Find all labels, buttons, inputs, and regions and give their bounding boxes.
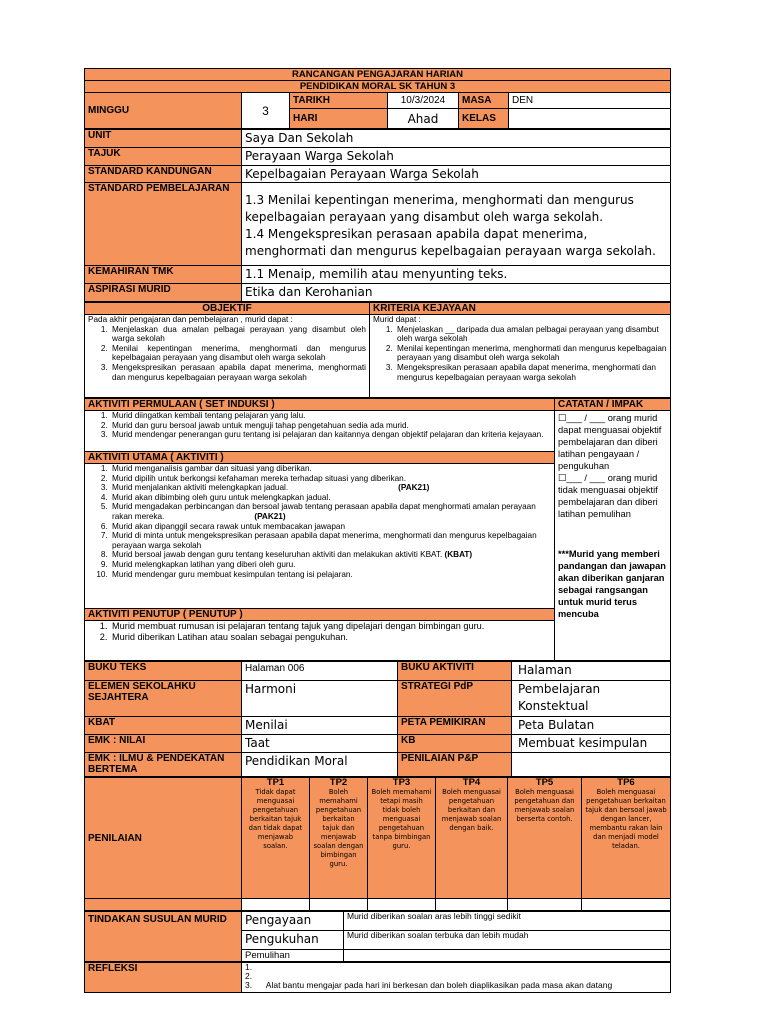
emk-nilai-value[interactable]: Taat [242,735,398,753]
tmk-label: KEMAHIRAN TMK [85,266,242,284]
kelas-label: KELAS [459,109,509,129]
catatan-line-2: ☐___ / ___ orang murid tidak menguasai objektif pembelajaran dan diberi latihan pemulihan [558,473,658,519]
kriteria-intro: Murid dapat : [373,315,421,324]
tindakan-type: Pengukuhan [242,931,344,950]
catatan-heading: CATATAN / IMPAK [555,399,671,411]
tajuk-label: TAJUK [85,148,242,166]
penutup-item: 1. Murid membuat rumusan isi pelajaran tentang tajuk yang dipelajari dengan bimbingan guru. [110,621,551,632]
permulaan-item: 1. Murid diingatkan kembali tentang pelajaran yang lalu. [110,411,551,421]
tindakan-type: Pemulihan [242,950,344,962]
catatan-body[interactable] [555,411,671,661]
tp-label: TP2 [329,777,348,788]
tp-label: TP5 [535,777,554,788]
objektif-item: 1. Menjelaskan dua amalan pelbagai perayaan yang disambut oleh warga sekolah [110,325,366,344]
utama-heading: AKTIVITI UTAMA ( AKTIVITI ) [85,452,555,464]
pak21-tag: (PAK21) [254,511,286,521]
kriteria-item: 3. Mengekspresikan perasaan apabila dapat menerima, menghormati dan mengurus kepelbagaian perayaan warga sekolah [395,363,667,382]
plan-title: RANCANGAN PENGAJARAN HARIAN [85,69,671,81]
permulaan-body[interactable] [85,411,555,452]
tp-cell-4[interactable] [436,778,508,899]
tarikh-label: TARIKH [290,93,388,109]
unit-value[interactable]: Saya Dan Sekolah [242,130,671,148]
kbat-label: KBAT [85,717,242,735]
penutup-body[interactable] [85,621,555,661]
elemen-value[interactable]: Harmoni [242,681,398,717]
hari-value[interactable]: Ahad [388,109,459,129]
tp-desc: Boleh memahami pengetahuan berkaitan tajuk dan menjawab soalan dengan bimbingan guru. [313,788,364,868]
emk-ilmu-value[interactable]: Pendidikan Moral [242,753,398,777]
catatan-note: ***Murid yang memberi pandangan dan jawapan akan diberikan ganjaran sebagai rangsangan untuk murid terus mencuba [558,549,666,619]
objektif-item: 3. Mengekspresikan perasaan apabila dapat menerima, menghormati dan mengurus kepelbagaian perayaan warga sekolah [110,363,366,382]
objektif-body[interactable] [85,315,370,398]
tindakan-desc[interactable] [344,950,671,962]
utama-item: 7. Murid di minta untuk mengekspresikan perasaan apabila dapat menerima, menghormati dan mengurus kepelbagaian perayaan warga sekolah [110,531,551,550]
buku-aktiviti-label: BUKU AKTIVITI [398,662,512,681]
tp-desc: Boleh menguasai pengetahuan berkaitan tajuk dan bersoal jawab dengan lancer, membantu rakan lain dan menjadi model teladan. [585,788,667,850]
hari-label: HARI [290,109,388,129]
info-table [84,129,671,302]
permulaan-item: 3. Murid mendengar penerangan guru tentang isi pelajaran dan kaitannya dengan objektif pelajaran dan kriteria kejayaan. [110,430,551,440]
tp-desc: Boleh memahami tetapi masih tidak boleh menguasai pengetahuan tanpa bimbingan guru. [371,788,432,850]
strategi-label: STRATEGI PdP [398,681,512,717]
utama-body[interactable] [85,464,555,609]
utama-item: 10. Murid mendengar guru membuat kesimpulan tentang isi pelajaran. [110,570,551,580]
penutup-heading: AKTIVITI PENUTUP ( PENUTUP ) [85,609,555,621]
tp-mark-3[interactable] [368,899,436,911]
kb-label: KB [398,735,512,753]
tindakan-desc[interactable]: Murid diberikan soalan terbuka dan lebih mudah [344,931,671,950]
utama-item: 9. Murid melengkapkan latihan yang diberi oleh guru. [110,560,551,570]
minggu-value[interactable]: 3 [242,93,290,129]
penilaian-spacer [85,899,242,911]
aspirasi-value[interactable]: Etika dan Kerohanian [242,284,671,302]
tajuk-value[interactable]: Perayaan Warga Sekolah [242,148,671,166]
kriteria-body[interactable] [370,315,671,398]
refleksi-line: 2. [245,971,253,982]
tp-label: TP4 [462,777,481,788]
strategi-value[interactable]: Pembelajaran Konstektual [512,681,671,717]
unit-label: UNIT [85,130,242,148]
penilaian-table [84,777,671,911]
kelas-value[interactable] [509,109,671,129]
catatan-line-1: ☐___ / ___ orang murid dapat menguasai objektif pembelajaran dan diberi latihan pengayaan / pengukuhan [558,413,662,471]
utama-item: 2. Murid dipilih untuk berkongsi kefahaman mereka terhadap situasi yang diberikan. [110,474,551,484]
refleksi-table [84,962,671,993]
tp-label: TP1 [266,777,285,788]
kbat-tag: (KBAT) [444,550,473,560]
tp-cell-6[interactable] [582,778,671,899]
utama-item: 6. Murid akan dipanggil secara rawak untuk membacakan jawapan [110,522,551,532]
peta-value[interactable]: Peta Bulatan [512,717,671,735]
kbat-value[interactable]: Menilai [242,717,398,735]
elemen-label: ELEMEN SEKOLAHKU SEJAHTERA [85,681,242,717]
objective-table [84,302,671,398]
minggu-label: MINGGU [85,93,242,129]
tp-mark-2[interactable] [310,899,368,911]
standard-pembelajaran-value[interactable] [242,183,671,266]
standard-kandungan-value[interactable]: Kepelbagaian Perayaan Warga Sekolah [242,166,671,183]
standard-pembelajaran-label: STANDARD PEMBELAJARAN [85,183,242,266]
tp-desc: Boleh menguasai pengetahuan berkaitan dan menjawab soalan dengan baik. [441,788,502,832]
sp-line-1: 1.3 Menilai kepentingan menerima, menghormati dan mengurus kepelbagaian perayaan yang disambut oleh warga sekolah. [245,193,634,224]
sp-line-2: 1.4 Mengekspresikan perasaan apabila dapat menerima, menghormati dan mengurus kepelbagaian perayaan warga sekolah. [245,227,656,258]
emk-ilmu-label: EMK : ILMU & PENDEKATAN BERTEMA [85,753,242,777]
standard-kandungan-label: STANDARD KANDUNGAN [85,166,242,183]
utama-item: 3. Murid menjalankan aktiviti melengkapkan jadual. (PAK21) [110,483,551,493]
refleksi-label: REFLEKSI [85,963,242,993]
penilaian-label: PENILAIAN [85,778,242,899]
plan-subtitle: PENDIDIKAN MORAL SK TAHUN 3 [85,81,671,93]
penutup-item: 2. Murid diberikan Latihan atau soalan sebagai pengukuhan. [110,632,551,643]
emk-nilai-label: EMK : NILAI [85,735,242,753]
objektif-intro: Pada akhir pengajaran dan pembelajaran , murid dapat : [88,315,293,324]
buku-teks-label: BUKU TEKS [85,662,242,681]
activity-table [84,398,671,661]
utama-item: 5. Murid mengadakan perbincangan dan bersoal jawab tentang perasaan apabila dapat menghormati amalan perayaan rakan mereka. (PAK21) [110,502,551,521]
pak21-tag: (PAK21) [398,483,430,493]
kb-value[interactable]: Membuat kesimpulan [512,735,671,753]
kriteria-item: 1. Menjelaskan __ daripada dua amalan pelbagai perayaan yang disambut oleh warga sekolah [395,325,667,344]
objektif-heading: OBJEKTIF [85,303,370,315]
tindakan-desc[interactable]: Murid diberikan soalan aras lebih tinggi sedikit [344,912,671,931]
resource-table [84,661,671,777]
tp-desc: Boleh menguasai pengetahuan dan menjawab soalan berserta contoh. [514,788,575,823]
tp-cell-5[interactable] [508,778,582,899]
utama-item: 4. Murid akan dibimbing oleh guru untuk melengkapkan jadual. [110,493,551,503]
tmk-value[interactable]: 1.1 Menaip, memilih atau menyunting teks. [242,266,671,284]
lesson-plan-sheet [84,68,671,993]
tp-cell-1[interactable] [242,778,310,899]
objektif-item: 2. Menilai kepentingan menerima, menghormati dan mengurus kepelbagaian perayaan yang disambut oleh warga sekolah [110,344,366,363]
tp-mark-4[interactable] [436,899,508,911]
tp-mark-1[interactable] [242,899,310,911]
tindakan-type: Pengayaan [242,912,344,931]
tp-label: TP3 [392,777,411,788]
tp-mark-6[interactable] [582,899,671,911]
tindakan-table [84,911,671,962]
refleksi-line: 1. [245,962,253,972]
kriteria-heading: KRITERIA KEJAYAAN [370,303,671,315]
penilaian-pdp-value[interactable] [512,753,671,777]
refleksi-line: 3. Alat bantu mengajar pada hari ini berkesan dan boleh diaplikasikan pada masa akan datang [245,980,613,991]
penilaian-pdp-label: PENILAIAN P&P [398,753,512,777]
tp-cell-2[interactable] [310,778,368,899]
utama-item: 1. Murid menganalisis gambar dan situasi yang diberikan. [110,464,551,474]
masa-value[interactable]: DEN [509,93,671,109]
tp-desc: Tidak dapat menguasai pengetahuan berkaitan tajuk dan tidak dapat menjawab soalan. [248,788,303,850]
permulaan-heading: AKTIVITI PERMULAAN ( SET INDUKSI ) [85,399,555,411]
header-table [84,68,671,129]
masa-label: MASA [459,93,509,109]
refleksi-body[interactable] [242,963,671,993]
tp-mark-5[interactable] [508,899,582,911]
buku-teks-value[interactable]: Halaman 006 [242,662,398,681]
permulaan-item: 2. Murid dan guru bersoal jawab untuk menguji tahap pengetahuan sedia ada murid. [110,421,551,431]
buku-aktiviti-value[interactable]: Halaman [512,662,671,681]
aspirasi-label: ASPIRASI MURID [85,284,242,302]
tp-label: TP6 [617,777,635,788]
utama-item: 8. Murid bersoal jawab dengan guru tentang keseluruhan aktiviti dan melakukan aktiviti KBAT. (KBAT) [110,550,551,560]
tarikh-value[interactable]: 10/3/2024 [388,93,459,109]
peta-label: PETA PEMIKIRAN [398,717,512,735]
kriteria-item: 2. Menilai kepentingan menerima, menghormati dan mengurus kepelbagaian perayaan yang disambut oleh warga sekolah [395,344,667,363]
tindakan-label: TINDAKAN SUSULAN MURID [85,912,242,962]
tp-cell-3[interactable] [368,778,436,899]
